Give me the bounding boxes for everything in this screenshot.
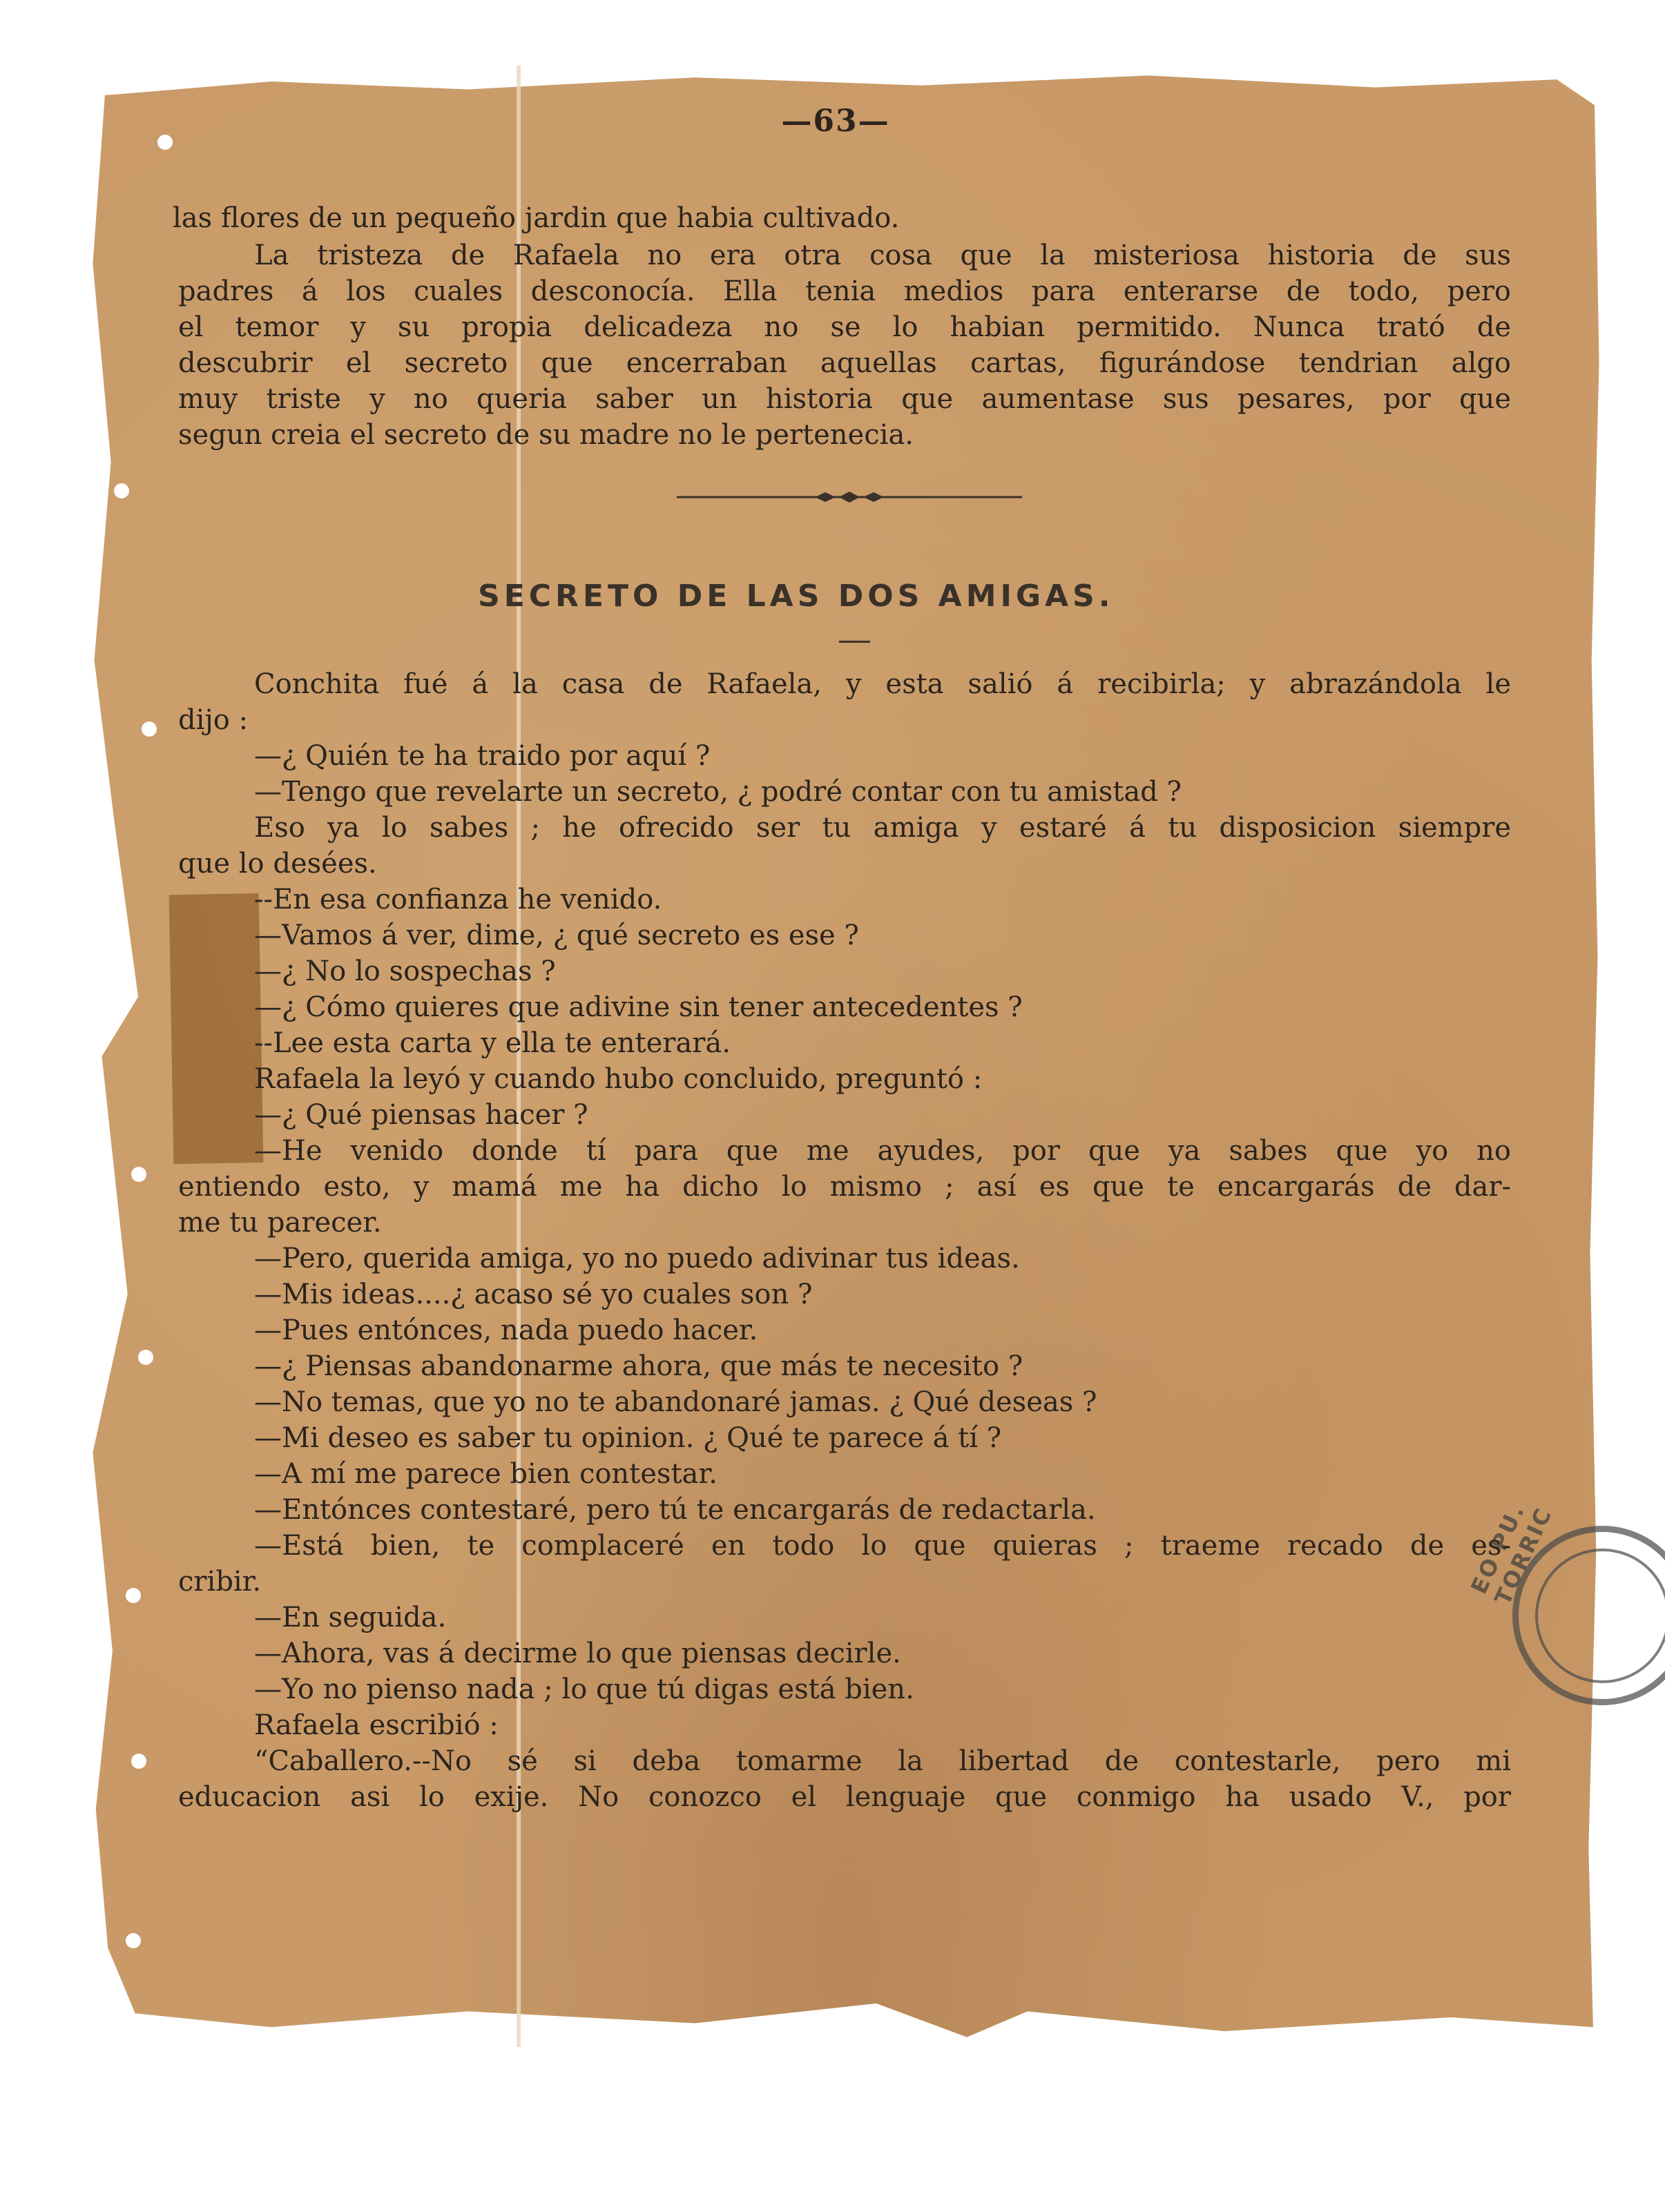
text-line: --Lee esta carta y ella te enterará. [254,1027,731,1059]
page-number: —63— [781,104,890,139]
section-heading: SECRETO DE LAS DOS AMIGAS. [478,579,1115,614]
text-line: segun creia el secreto de su madre no le pertenecia. [178,419,914,451]
text-line: el temor y su propia delicadeza no se lo habian permitido. Nunca trató de [178,311,1511,343]
text-line: —Yo no pienso nada ; lo que tú digas está bien. [254,1673,914,1705]
text-line: padres á los cuales desconocía. Ella tenia medios para enterarse de todo, pero [178,275,1511,307]
text-line: —¿ Quién te ha traido por aquí ? [254,740,711,772]
text-line: —Ahora, vas á decirme lo que piensas decirle. [254,1638,901,1669]
text-line: Conchita fué á la casa de Rafaela, y esta salió á recibirla; y abrazándola le [254,668,1511,700]
text-line: —He venido donde tí para que me ayudes, por que ya sabes que yo no [254,1135,1511,1167]
section-divider-ornament [677,487,1022,507]
text-line: que lo desées. [178,848,377,880]
text-line: —¿ Cómo quieres que adivine sin tener antecedentes ? [254,991,1023,1023]
text-line: cribir. [178,1566,262,1598]
text-line: las flores de un pequeño jardin que habia cultivado. [173,202,900,234]
text-line: —No temas, que yo no te abandonaré jamas. ¿ Qué deseas ? [254,1386,1097,1418]
text-line: —Mis ideas....¿ acaso sé yo cuales son ? [254,1279,813,1310]
text-line: —Pero, querida amiga, yo no puedo adivinar tus ideas. [254,1243,1020,1274]
text-line: Eso ya lo sabes ; he ofrecido ser tu amiga y estaré á tu disposicion siempre [254,812,1511,844]
text-line: me tu parecer. [178,1207,382,1239]
text-line: —Vamos á ver, dime, ¿ qué secreto es ese ? [254,920,859,951]
text-line: dijo : [178,704,249,736]
text-line: —Entónces contestaré, pero tú te encargarás de redactarla. [254,1494,1096,1526]
text-line: Rafaela la leyó y cuando hubo concluido, preguntó : [254,1063,983,1095]
text-line: “Caballero.--No sé si deba tomarme la libertad de contestarle, pero mi [254,1745,1511,1777]
text-line: —Mi deseo es saber tu opinion. ¿ Qué te parece á tí ? [254,1422,1002,1454]
library-stamp-text: EO PU. TORRIC [1465,1499,1558,1609]
text-line: —A mí me parece bien contestar. [254,1458,718,1490]
text-line: —¿ No lo sospechas ? [254,955,556,987]
text-line: —¿ Qué piensas hacer ? [254,1099,588,1131]
text-line: educacion asi lo exije. No conozco el lenguaje que conmigo ha usado V., por [178,1781,1511,1813]
text-line: La tristeza de Rafaela no era otra cosa que la misteriosa historia de sus [254,240,1511,271]
text-line: —Tengo que revelarte un secreto, ¿ podré contar con tu amistad ? [254,776,1182,808]
text-line: Rafaela escribió : [254,1709,499,1741]
text-line: descubrir el secreto que encerraban aquellas cartas, figurándose tendrian algo [178,347,1511,379]
text-line: —Pues entónces, nada puedo hacer. [254,1314,758,1346]
text-line: —¿ Piensas abandonarme ahora, que más te necesito ? [254,1350,1023,1382]
text-line: entiendo esto, y mamá me ha dicho lo mismo ; así es que te encargarás de dar- [178,1171,1511,1203]
text-line: --En esa confianza he venido. [254,884,662,915]
text-line: —En seguida. [254,1602,447,1633]
text-line: muy triste y no queria saber un historia que aumentase sus pesares, por que [178,383,1511,415]
heading-underline-dash [839,641,870,643]
text-line: —Está bien, te complaceré en todo lo que quieras ; traeme recado de es- [254,1530,1511,1562]
